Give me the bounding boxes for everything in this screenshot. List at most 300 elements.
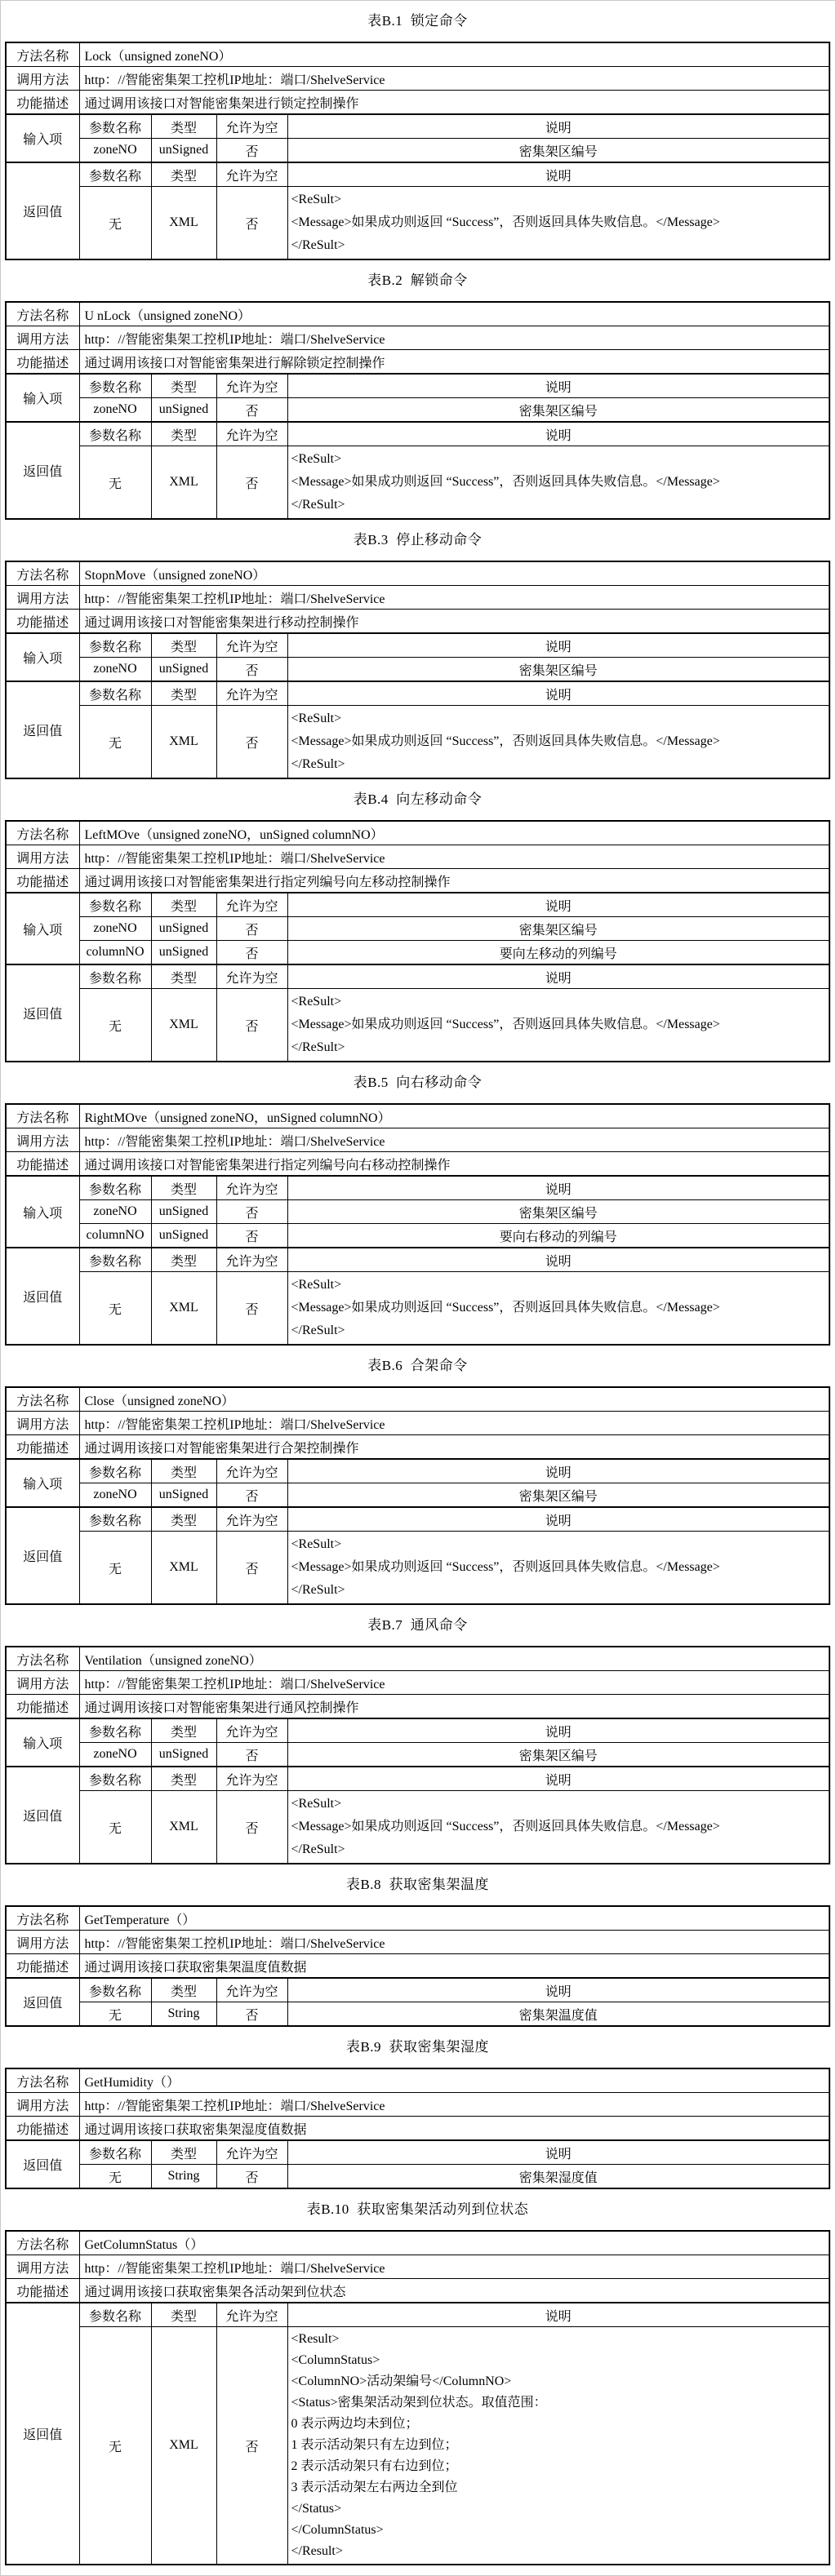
param-name-header-cell: 参数名称 [79,1248,151,1272]
param-type-cell: unSigned [151,398,216,423]
function-desc-value-cell: 通过调用该接口对智能密集架进行合架控制操作 [79,1435,829,1460]
call-method-label-cell: 调用方法 [6,2255,79,2279]
xml-line: <ReSult> [291,1537,342,1551]
param-name-header-cell: 参数名称 [79,114,151,139]
xml-line: </ReSult> [291,1583,345,1597]
xml-line: <Message>如果成功则返回 “Success”，否则返回具体失败信息。</Message> [291,1301,720,1315]
param-empty-cell: 否 [216,1483,287,1508]
api-table [5,561,830,779]
param-empty-cell: 否 [216,941,287,965]
call-method-label-cell: 调用方法 [6,845,79,869]
api-table [5,820,830,1062]
output-note-cell [287,1532,829,1605]
table-row [6,1248,829,1272]
output-empty-cell: 否 [216,989,287,1062]
output-type-cell: XML [151,706,216,779]
input-section-label-cell: 输入项 [6,114,79,162]
table-row [6,2303,829,2327]
method-name-label-cell: 方法名称 [6,561,79,586]
param-empty-cell: 否 [216,139,287,163]
table-row [6,42,829,67]
table-row [6,1906,829,1931]
xml-line: 3 表示活动架左右两边全到位 [291,2481,458,2494]
function-desc-value-cell: 通过调用该接口对智能密集架进行解除锁定控制操作 [79,350,829,375]
input-section-label-cell: 输入项 [6,1459,79,1507]
output-name-cell: 无 [79,446,151,520]
table-row [6,1791,829,1864]
method-name-value-cell: Close（unsigned zoneNO） [79,1387,829,1412]
param-name-cell: zoneNO [79,917,151,941]
allow-empty-header-cell: 允许为空 [216,162,287,187]
note-header-cell: 说明 [287,633,829,658]
note-header-cell: 说明 [287,374,829,398]
allow-empty-header-cell: 允许为空 [216,633,287,658]
api-table [5,301,830,520]
output-note-cell [287,1272,829,1346]
table-row [6,1128,829,1152]
note-header-cell: 说明 [287,1459,829,1483]
allow-empty-header-cell: 允许为空 [216,374,287,398]
method-name-value-cell: GetColumnStatus（） [79,2231,829,2255]
xml-line: </ReSult> [291,757,345,771]
param-type-header-cell: 类型 [151,1718,216,1743]
output-section-label-cell: 返回值 [6,681,79,778]
xml-line: <ColumnStatus> [291,2353,380,2367]
param-type-header-cell: 类型 [151,1459,216,1483]
param-name-header-cell: 参数名称 [79,893,151,917]
call-method-value-cell: http：//智能密集架工控机IP地址：端口/ShelveService [79,1671,829,1695]
xml-line: <Message>如果成功则返回 “Success”，否则返回具体失败信息。</Message> [291,475,720,489]
note-header-cell: 说明 [287,1767,829,1791]
output-type-cell: String [151,2002,216,2027]
param-type-cell: unSigned [151,1483,216,1508]
output-name-cell: 无 [79,1272,151,1346]
method-name-value-cell: Ventilation（unsigned zoneNO） [79,1647,829,1671]
table-row [6,139,829,163]
output-name-cell: 无 [79,187,151,260]
table-row [6,422,829,446]
function-desc-label-cell: 功能描述 [6,2279,79,2303]
output-section-label-cell: 返回值 [6,1507,79,1604]
table-row [6,869,829,893]
param-note-cell: 密集架区编号 [287,1743,829,1767]
output-note-cell [287,1791,829,1864]
param-type-header-cell: 类型 [151,1767,216,1791]
param-type-header-cell: 类型 [151,633,216,658]
param-note-cell: 密集架区编号 [287,1483,829,1508]
param-type-cell: unSigned [151,917,216,941]
param-type-header-cell: 类型 [151,1176,216,1200]
table-row [6,989,829,1062]
param-note-cell: 密集架区编号 [287,917,829,941]
xml-line: <ReSult> [291,712,342,725]
table-row [6,374,829,398]
output-empty-cell: 否 [216,2327,287,2565]
method-name-value-cell: RightMOve（unsigned zoneNO，unSigned columnNO） [79,1104,829,1128]
param-name-header-cell: 参数名称 [79,422,151,446]
xml-line: <Message>如果成功则返回 “Success”，否则返回具体失败信息。</Message> [291,1560,720,1574]
function-desc-value-cell: 通过调用该接口对智能密集架进行通风控制操作 [79,1695,829,1719]
method-name-value-cell: Lock（unsigned zoneNO） [79,42,829,67]
table-row [6,633,829,658]
table-row [6,302,829,326]
param-type-header-cell: 类型 [151,374,216,398]
note-header-cell: 说明 [287,1978,829,2002]
output-empty-cell: 否 [216,2165,287,2189]
table-row [6,2002,829,2027]
table-row [6,941,829,965]
output-empty-cell: 否 [216,2002,287,2027]
input-section-label-cell: 输入项 [6,374,79,422]
param-note-cell: 密集架区编号 [287,658,829,682]
input-section-label-cell: 输入项 [6,1176,79,1248]
param-name-header-cell: 参数名称 [79,1176,151,1200]
table-row [6,1176,829,1200]
call-method-label-cell: 调用方法 [6,1671,79,1695]
xml-line: <Message>如果成功则返回 “Success”，否则返回具体失败信息。</Message> [291,215,720,229]
param-name-header-cell: 参数名称 [79,2303,151,2327]
param-note-cell: 密集架区编号 [287,398,829,423]
function-desc-label-cell: 功能描述 [6,1152,79,1177]
param-name-cell: zoneNO [79,658,151,682]
table-row [6,398,829,423]
output-name-cell: 无 [79,2327,151,2565]
param-name-cell: columnNO [79,941,151,965]
table-row [6,610,829,634]
table-row [6,67,829,91]
param-name-cell: zoneNO [79,398,151,423]
table-caption: 表B.3 停止移动命令 [353,532,482,548]
api-table [5,1103,830,1346]
allow-empty-header-cell: 允许为空 [216,2140,287,2165]
output-type-cell: XML [151,1532,216,1605]
param-type-cell: unSigned [151,1224,216,1248]
allow-empty-header-cell: 允许为空 [216,1507,287,1532]
table-caption: 表B.2 解锁命令 [367,273,468,288]
table-row [6,1931,829,1954]
table-row [6,561,829,586]
method-name-value-cell: U nLock（unsigned zoneNO） [79,302,829,326]
method-name-value-cell: GetTemperature（） [79,1906,829,1931]
xml-line: </Status> [291,2502,342,2516]
call-method-value-cell: http：//智能密集架工控机IP地址：端口/ShelveService [79,2255,829,2279]
note-header-cell: 说明 [287,422,829,446]
table-row [6,187,829,260]
api-table [5,1386,830,1605]
table-row [6,2231,829,2255]
call-method-label-cell: 调用方法 [6,67,79,91]
param-type-header-cell: 类型 [151,2303,216,2327]
output-note-cell [287,187,829,260]
param-type-cell: unSigned [151,658,216,682]
table-caption: 表B.9 获取密集架湿度 [345,2039,490,2055]
api-table [5,42,830,260]
table-row [6,2279,829,2303]
call-method-label-cell: 调用方法 [6,1412,79,1435]
allow-empty-header-cell: 允许为空 [216,1718,287,1743]
note-header-cell: 说明 [287,1718,829,1743]
output-type-cell: XML [151,446,216,520]
function-desc-label-cell: 功能描述 [6,869,79,893]
table-row [6,1743,829,1767]
method-name-value-cell: LeftMOve（unsigned zoneNO，unSigned columnNO） [79,821,829,845]
param-type-header-cell: 类型 [151,893,216,917]
output-note-cell [287,2327,829,2565]
output-type-cell: XML [151,187,216,260]
call-method-label-cell: 调用方法 [6,1931,79,1954]
xml-line: <ReSult> [291,1797,342,1811]
param-type-header-cell: 类型 [151,1507,216,1532]
method-name-label-cell: 方法名称 [6,1647,79,1671]
output-section-label-cell: 返回值 [6,2303,79,2565]
param-note-cell: 要向左移动的列编号 [287,941,829,965]
xml-line: <ReSult> [291,452,342,466]
param-type-header-cell: 类型 [151,162,216,187]
table-caption: 表B.10 获取密集架活动列到位状态 [306,2201,529,2217]
table-row [6,964,829,989]
param-note-cell: 密集架区编号 [287,139,829,163]
output-note-cell [287,706,829,779]
param-empty-cell: 否 [216,1224,287,1248]
output-name-cell: 无 [79,989,151,1062]
table-row [6,1507,829,1532]
table-caption: 表B.8 获取密集架温度 [345,1877,490,1892]
input-section-label-cell: 输入项 [6,893,79,964]
xml-line: </ReSult> [291,238,345,252]
function-desc-value-cell: 通过调用该接口对智能密集架进行指定列编号向右移动控制操作 [79,1152,829,1177]
param-name-cell: zoneNO [79,1200,151,1224]
output-section-label-cell: 返回值 [6,1767,79,1864]
call-method-value-cell: http：//智能密集架工控机IP地址：端口/ShelveService [79,67,829,91]
output-section-label-cell: 返回值 [6,964,79,1062]
table-row [6,1104,829,1128]
param-name-header-cell: 参数名称 [79,1978,151,2002]
allow-empty-header-cell: 允许为空 [216,1767,287,1791]
param-type-cell: unSigned [151,1743,216,1767]
input-section-label-cell: 输入项 [6,1718,79,1767]
table-caption: 表B.6 合架命令 [367,1358,468,1373]
function-desc-label-cell: 功能描述 [6,2117,79,2141]
table-row [6,1152,829,1177]
table-row [6,326,829,350]
note-header-cell: 说明 [287,162,829,187]
xml-line: </ReSult> [291,1842,345,1856]
param-empty-cell: 否 [216,658,287,682]
method-name-label-cell: 方法名称 [6,1387,79,1412]
table-caption: 表B.7 通风命令 [367,1617,468,1633]
function-desc-value-cell: 通过调用该接口对智能密集架进行锁定控制操作 [79,91,829,115]
output-type-cell: XML [151,1791,216,1864]
table-row [6,2255,829,2279]
output-type-cell: String [151,2165,216,2189]
param-name-header-cell: 参数名称 [79,1459,151,1483]
xml-line: </ColumnStatus> [291,2523,384,2537]
function-desc-label-cell: 功能描述 [6,610,79,634]
table-row [6,2165,829,2189]
param-type-cell: unSigned [151,139,216,163]
method-name-label-cell: 方法名称 [6,2231,79,2255]
output-name-cell: 无 [79,1532,151,1605]
table-row [6,1483,829,1508]
param-note-cell: 密集架区编号 [287,1200,829,1224]
output-section-label-cell: 返回值 [6,422,79,519]
param-name-cell: columnNO [79,1224,151,1248]
method-name-label-cell: 方法名称 [6,821,79,845]
table-caption: 表B.5 向右移动命令 [353,1075,482,1090]
param-type-header-cell: 类型 [151,2140,216,2165]
function-desc-label-cell: 功能描述 [6,91,79,115]
table-row [6,893,829,917]
table-row [6,658,829,682]
method-name-label-cell: 方法名称 [6,42,79,67]
param-name-header-cell: 参数名称 [79,1507,151,1532]
call-method-label-cell: 调用方法 [6,2093,79,2117]
param-empty-cell: 否 [216,1200,287,1224]
xml-line: <Result> [291,2332,340,2346]
table-row [6,917,829,941]
function-desc-value-cell: 通过调用该接口对智能密集架进行指定列编号向左移动控制操作 [79,869,829,893]
table-caption: 表B.4 向左移动命令 [353,791,482,807]
xml-line: <ColumnNO>活动架编号</ColumnNO> [291,2374,512,2388]
xml-line: 0 表示两边均未到位； [291,2417,419,2431]
table-row [6,2327,829,2565]
table-row [6,2117,829,2141]
table-row [6,681,829,706]
api-table [5,1646,830,1864]
allow-empty-header-cell: 允许为空 [216,2303,287,2327]
param-type-cell: unSigned [151,941,216,965]
param-name-header-cell: 参数名称 [79,374,151,398]
param-type-header-cell: 类型 [151,964,216,989]
output-section-label-cell: 返回值 [6,2140,79,2188]
table-row [6,1435,829,1460]
allow-empty-header-cell: 允许为空 [216,422,287,446]
param-empty-cell: 否 [216,398,287,423]
table-row [6,706,829,779]
output-empty-cell: 否 [216,446,287,520]
param-name-header-cell: 参数名称 [79,964,151,989]
table-row [6,1671,829,1695]
output-type-cell: XML [151,2327,216,2565]
table-row [6,1224,829,1248]
table-row [6,821,829,845]
table-row [6,1532,829,1605]
table-row [6,1695,829,1719]
note-header-cell: 说明 [287,1176,829,1200]
output-type-cell: XML [151,989,216,1062]
method-name-label-cell: 方法名称 [6,302,79,326]
output-note-cell [287,446,829,520]
xml-line: </ReSult> [291,498,345,512]
param-name-header-cell: 参数名称 [79,2140,151,2165]
param-type-header-cell: 类型 [151,681,216,706]
xml-line: </ReSult> [291,1323,345,1337]
allow-empty-header-cell: 允许为空 [216,114,287,139]
note-header-cell: 说明 [287,964,829,989]
output-name-cell: 无 [79,2002,151,2027]
api-table [5,2068,830,2189]
call-method-value-cell: http：//智能密集架工控机IP地址：端口/ShelveService [79,1931,829,1954]
param-name-header-cell: 参数名称 [79,1718,151,1743]
call-method-value-cell: http：//智能密集架工控机IP地址：端口/ShelveService [79,1412,829,1435]
call-method-label-cell: 调用方法 [6,586,79,610]
allow-empty-header-cell: 允许为空 [216,1459,287,1483]
output-empty-cell: 否 [216,1791,287,1864]
allow-empty-header-cell: 允许为空 [216,1176,287,1200]
table-row [6,350,829,375]
table-caption: 表B.1 锁定命令 [367,13,468,29]
xml-line: <ReSult> [291,193,342,206]
allow-empty-header-cell: 允许为空 [216,964,287,989]
xml-line: <Message>如果成功则返回 “Success”，否则返回具体失败信息。</Message> [291,1018,720,1031]
allow-empty-header-cell: 允许为空 [216,681,287,706]
call-method-label-cell: 调用方法 [6,1128,79,1152]
output-empty-cell: 否 [216,706,287,779]
output-name-cell: 无 [79,2165,151,2189]
method-name-label-cell: 方法名称 [6,1906,79,1931]
allow-empty-header-cell: 允许为空 [216,893,287,917]
param-name-header-cell: 参数名称 [79,162,151,187]
table-row [6,162,829,187]
table-row [6,1978,829,2002]
table-row [6,1412,829,1435]
table-row [6,1200,829,1224]
param-type-header-cell: 类型 [151,1248,216,1272]
method-name-value-cell: StopnMove（unsigned zoneNO） [79,561,829,586]
output-section-label-cell: 返回值 [6,1978,79,2026]
param-type-header-cell: 类型 [151,1978,216,2002]
output-empty-cell: 否 [216,1532,287,1605]
xml-line: </Result> [291,2544,343,2558]
table-row [6,1954,829,1979]
call-method-value-cell: http：//智能密集架工控机IP地址：端口/ShelveService [79,1128,829,1152]
function-desc-label-cell: 功能描述 [6,1954,79,1979]
api-table [5,2230,830,2565]
output-section-label-cell: 返回值 [6,162,79,259]
table-row [6,1387,829,1412]
function-desc-value-cell: 通过调用该接口获取密集架各活动架到位状态 [79,2279,829,2303]
function-desc-value-cell: 通过调用该接口获取密集架温度值数据 [79,1954,829,1979]
table-row [6,91,829,115]
xml-line: <ReSult> [291,995,342,1009]
call-method-label-cell: 调用方法 [6,326,79,350]
param-empty-cell: 否 [216,1743,287,1767]
api-table [5,1905,830,2027]
input-section-label-cell: 输入项 [6,633,79,681]
table-row [6,586,829,610]
allow-empty-header-cell: 允许为空 [216,1978,287,2002]
param-name-header-cell: 参数名称 [79,633,151,658]
output-note-cell: 密集架湿度值 [287,2165,829,2189]
note-header-cell: 说明 [287,681,829,706]
table-row [6,1459,829,1483]
table-row [6,845,829,869]
param-empty-cell: 否 [216,917,287,941]
call-method-value-cell: http：//智能密集架工控机IP地址：端口/ShelveService [79,845,829,869]
xml-line: <Status>密集架活动架到位状态。取值范围： [291,2396,547,2410]
call-method-value-cell: http：//智能密集架工控机IP地址：端口/ShelveService [79,2093,829,2117]
xml-line: 2 表示活动架只有右边到位； [291,2459,458,2473]
param-name-header-cell: 参数名称 [79,681,151,706]
xml-line: <Message>如果成功则返回 “Success”，否则返回具体失败信息。</Message> [291,1820,720,1833]
table-row [6,1718,829,1743]
table-row [6,446,829,520]
output-empty-cell: 否 [216,187,287,260]
method-name-label-cell: 方法名称 [6,2068,79,2093]
xml-line: <Message>如果成功则返回 “Success”，否则返回具体失败信息。</Message> [291,734,720,748]
table-row [6,2140,829,2165]
param-type-header-cell: 类型 [151,114,216,139]
